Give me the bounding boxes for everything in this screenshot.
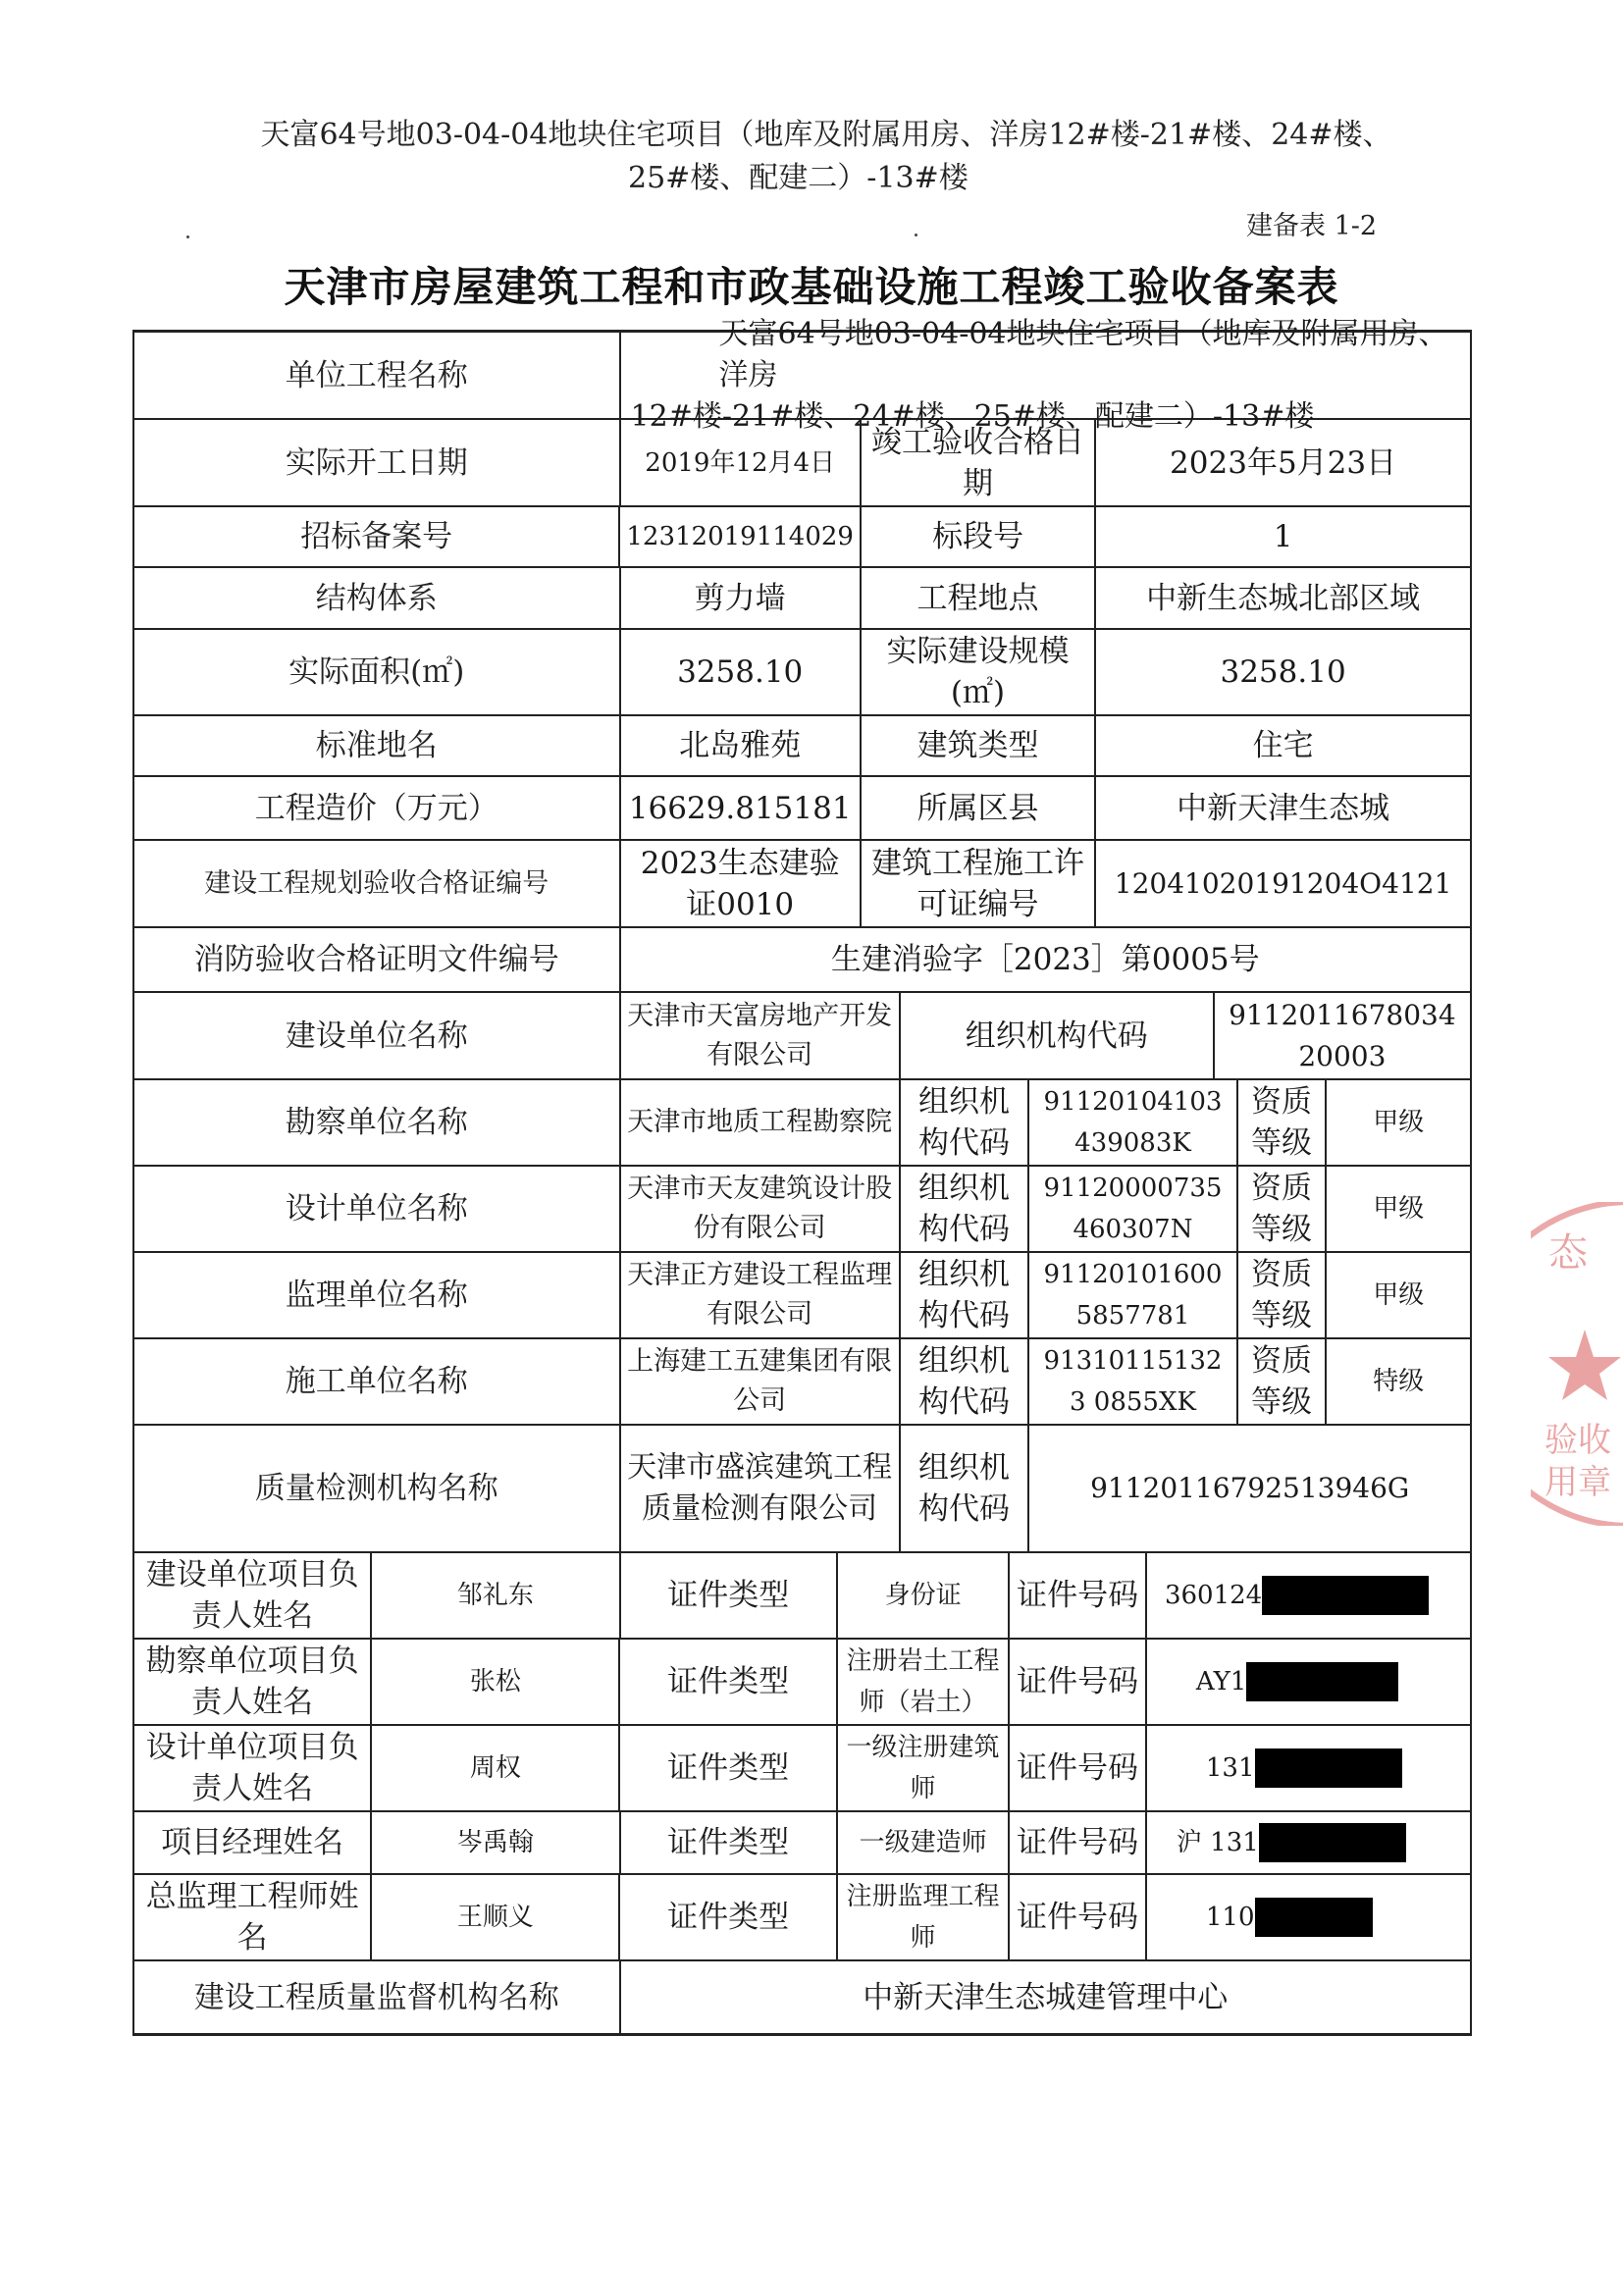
label-person-chief-supervisor: 总监理工程师姓名 bbox=[134, 1875, 372, 1959]
row-certs bbox=[132, 841, 1472, 928]
label-person-chief-supervisor-cert-no: 证件号码 bbox=[1010, 1875, 1147, 1959]
redaction-block bbox=[1259, 1823, 1406, 1862]
redaction-block bbox=[1255, 1748, 1402, 1788]
row-survey bbox=[132, 1080, 1472, 1167]
label-scale: 实际建设规模(㎡) bbox=[862, 630, 1096, 714]
label-qc-code: 组织机构代码 bbox=[901, 1426, 1030, 1551]
value-qc-code: 91120116792513946G bbox=[1090, 1472, 1410, 1504]
label-fire: 消防验收合格证明文件编号 bbox=[134, 928, 621, 991]
value-person-design-cert-type: 一级注册建筑师 bbox=[838, 1726, 1010, 1810]
row-bid bbox=[132, 507, 1472, 568]
cert-no-visible: AY1 bbox=[1195, 1667, 1247, 1696]
label-building-type: 建筑类型 bbox=[862, 716, 1096, 775]
label-place-name: 标准地名 bbox=[134, 716, 621, 775]
official-stamp bbox=[1531, 1202, 1623, 1526]
value-survey-qual: 甲级 bbox=[1373, 1108, 1425, 1137]
label-supervise: 监理单位名称 bbox=[134, 1253, 621, 1337]
label-supervision-org: 建设工程质量监督机构名称 bbox=[134, 1961, 621, 2033]
unit-name-line1: 天富64号地03-04-04地块住宅项目（地库及附属用房、洋房 bbox=[718, 316, 1448, 392]
value-supervise: 天津正方建设工程监理有限公司 bbox=[621, 1253, 901, 1337]
row-cost bbox=[132, 777, 1472, 841]
value-person-design-name: 周权 bbox=[372, 1726, 620, 1810]
value-area: 3258.10 bbox=[621, 630, 862, 714]
row-person-survey bbox=[132, 1640, 1472, 1726]
row-supervision-org bbox=[132, 1961, 1472, 2036]
value-survey-code: 91120104103439083K bbox=[1029, 1080, 1237, 1165]
value-plan-cert: 2023生态建验证0010 bbox=[621, 841, 862, 926]
value-person-chief-supervisor-cert-no bbox=[1147, 1875, 1470, 1959]
value-builder: 天津市天富房地产开发有限公司 bbox=[621, 993, 901, 1078]
label-plan-cert: 建设工程规划验收合格证编号 bbox=[134, 841, 621, 926]
label-survey-code: 组织机构代码 bbox=[901, 1080, 1030, 1165]
value-supervise-code: 911201016005857781 bbox=[1029, 1253, 1237, 1337]
value-structure: 剪力墙 bbox=[621, 568, 862, 628]
label-builder-code: 组织机构代码 bbox=[901, 993, 1215, 1078]
label-person-manager: 项目经理姓名 bbox=[134, 1812, 372, 1873]
value-accept-date: 2023年5月23日 bbox=[1170, 444, 1397, 481]
row-person-design bbox=[132, 1726, 1472, 1812]
form-number: 建备表 1-2 bbox=[1246, 211, 1378, 241]
label-supervise-code: 组织机构代码 bbox=[901, 1253, 1030, 1337]
label-builder: 建设单位名称 bbox=[134, 993, 621, 1078]
label-person-design-cert-type: 证件类型 bbox=[620, 1726, 837, 1810]
row-design bbox=[132, 1167, 1472, 1253]
row-structure bbox=[132, 568, 1472, 630]
label-section: 标段号 bbox=[862, 507, 1096, 566]
value-construct: 上海建工五建集团有限公司 bbox=[621, 1339, 901, 1424]
label-design-qual: 资质等级 bbox=[1238, 1167, 1328, 1251]
label-person-chief-supervisor-cert-type: 证件类型 bbox=[620, 1875, 837, 1959]
label-person-survey: 勘察单位项目负责人姓名 bbox=[134, 1640, 372, 1724]
label-start-date: 实际开工日期 bbox=[134, 420, 621, 505]
value-person-builder-cert-type: 身份证 bbox=[838, 1553, 1010, 1638]
label-construct-code: 组织机构代码 bbox=[901, 1339, 1030, 1424]
redaction-block bbox=[1262, 1576, 1429, 1615]
value-section: 1 bbox=[1273, 519, 1293, 554]
label-construct-qual: 资质等级 bbox=[1238, 1339, 1328, 1424]
row-qc bbox=[132, 1426, 1472, 1553]
label-district: 所属区县 bbox=[862, 777, 1096, 839]
value-construct-qual: 特级 bbox=[1373, 1367, 1425, 1396]
row-person-chief-supervisor bbox=[132, 1875, 1472, 1961]
label-survey: 勘察单位名称 bbox=[134, 1080, 621, 1165]
label-person-builder-cert-no: 证件号码 bbox=[1010, 1553, 1147, 1638]
header-project-line1: 天富64号地03-04-04地块住宅项目（地库及附属用房、洋房12#楼-21#楼、24#楼、 bbox=[260, 118, 1392, 152]
label-person-builder: 建设单位项目负责人姓名 bbox=[134, 1553, 372, 1638]
row-dates bbox=[132, 420, 1472, 507]
stamp-text-2: 验收 bbox=[1544, 1421, 1611, 1460]
value-fire: 生建消验字［2023］第0005号 bbox=[830, 942, 1260, 977]
value-construct-code: 913101151323 0855XK bbox=[1029, 1339, 1237, 1424]
cert-no-visible: 131 bbox=[1205, 1753, 1255, 1783]
value-person-survey-name: 张松 bbox=[372, 1640, 620, 1724]
value-location: 中新生态城北部区域 bbox=[1146, 580, 1421, 616]
value-permit: 12041020191204O4121 bbox=[1114, 866, 1452, 900]
label-qc: 质量检测机构名称 bbox=[134, 1426, 621, 1551]
value-supervise-qual: 甲级 bbox=[1373, 1280, 1425, 1310]
value-cost: 16629.815181 bbox=[621, 777, 862, 839]
value-design-code: 91120000735460307N bbox=[1029, 1167, 1237, 1251]
label-person-manager-cert-type: 证件类型 bbox=[621, 1812, 838, 1873]
value-building-type: 住宅 bbox=[1252, 728, 1314, 763]
label-person-survey-cert-type: 证件类型 bbox=[620, 1640, 837, 1724]
redaction-block bbox=[1255, 1898, 1373, 1937]
label-person-manager-cert-no: 证件号码 bbox=[1010, 1812, 1147, 1873]
value-district: 中新天津生态城 bbox=[1177, 790, 1390, 826]
stamp-text-3: 用章 bbox=[1544, 1463, 1611, 1502]
value-person-builder-cert-no bbox=[1147, 1553, 1470, 1638]
value-place-name: 北岛雅苑 bbox=[621, 716, 862, 775]
value-person-survey-cert-type: 注册岩土工程师（岩土） bbox=[838, 1640, 1010, 1724]
document-title: 天津市房屋建筑工程和市政基础设施工程竣工验收备案表 bbox=[284, 263, 1339, 311]
cert-no-visible: 110 bbox=[1205, 1903, 1255, 1932]
redaction-block bbox=[1246, 1662, 1398, 1701]
cert-no-visible: 360124 bbox=[1164, 1581, 1263, 1610]
row-place-name bbox=[132, 716, 1472, 777]
row-construct bbox=[132, 1339, 1472, 1426]
value-person-design-cert-no bbox=[1147, 1726, 1470, 1810]
row-unit-name bbox=[132, 316, 1472, 434]
header-project-line2: 25#楼、配建二）-13#楼 bbox=[628, 161, 969, 195]
label-area: 实际面积(㎡) bbox=[134, 630, 621, 714]
label-person-builder-cert-type: 证件类型 bbox=[621, 1553, 838, 1638]
value-person-manager-cert-no bbox=[1147, 1812, 1470, 1873]
label-structure: 结构体系 bbox=[134, 568, 621, 628]
value-builder-code: 911201167803420003 bbox=[1229, 998, 1456, 1072]
label-design: 设计单位名称 bbox=[134, 1167, 621, 1251]
value-start-date: 2019年12月4日 bbox=[621, 420, 862, 505]
label-construct: 施工单位名称 bbox=[134, 1339, 621, 1424]
label-person-design-cert-no: 证件号码 bbox=[1010, 1726, 1147, 1810]
row-person-manager bbox=[132, 1812, 1472, 1875]
value-design-qual: 甲级 bbox=[1373, 1194, 1425, 1224]
row-person-builder bbox=[132, 1553, 1472, 1640]
value-person-survey-cert-no bbox=[1147, 1640, 1470, 1724]
row-fire bbox=[132, 928, 1472, 993]
value-person-manager-cert-type: 一级建造师 bbox=[838, 1812, 1010, 1873]
label-bid-no: 招标备案号 bbox=[134, 507, 620, 566]
label-unit-name: 单位工程名称 bbox=[134, 333, 621, 418]
value-qc: 天津市盛滨建筑工程质量检测有限公司 bbox=[621, 1426, 901, 1551]
label-accept-date: 竣工验收合格日期 bbox=[862, 420, 1096, 505]
scan-speck bbox=[186, 235, 189, 238]
row-area bbox=[132, 630, 1472, 716]
label-person-design: 设计单位项目负责人姓名 bbox=[134, 1726, 372, 1810]
value-unit-name bbox=[621, 316, 1470, 434]
value-design: 天津市天友建筑设计股份有限公司 bbox=[621, 1167, 901, 1251]
value-supervision-org: 中新天津生态城建管理中心 bbox=[863, 1979, 1229, 2015]
value-scale: 3258.10 bbox=[1220, 654, 1346, 690]
label-location: 工程地点 bbox=[862, 568, 1096, 628]
value-person-manager-name: 岑禹翰 bbox=[372, 1812, 620, 1873]
cert-no-visible: 沪 131 bbox=[1176, 1828, 1259, 1857]
label-person-survey-cert-no: 证件号码 bbox=[1010, 1640, 1147, 1724]
label-supervise-qual: 资质等级 bbox=[1238, 1253, 1328, 1337]
value-bid-no: 12312019114029 bbox=[620, 507, 862, 566]
unit-name-line2: 12#楼-21#楼、24#楼、25#楼、配建二）-13#楼 bbox=[630, 398, 1315, 434]
value-person-chief-supervisor-name: 王顺义 bbox=[372, 1875, 620, 1959]
label-permit: 建筑工程施工许可证编号 bbox=[862, 841, 1096, 926]
row-supervise bbox=[132, 1253, 1472, 1339]
stamp-text-1: 态 bbox=[1548, 1230, 1588, 1276]
label-cost: 工程造价（万元） bbox=[134, 777, 621, 839]
value-person-chief-supervisor-cert-type: 注册监理工程师 bbox=[838, 1875, 1010, 1959]
row-builder bbox=[132, 993, 1472, 1080]
value-person-builder-name: 邹礼东 bbox=[372, 1553, 620, 1638]
label-design-code: 组织机构代码 bbox=[901, 1167, 1030, 1251]
value-survey: 天津市地质工程勘察院 bbox=[621, 1080, 901, 1165]
scan-speck bbox=[915, 234, 917, 236]
label-survey-qual: 资质等级 bbox=[1238, 1080, 1328, 1165]
